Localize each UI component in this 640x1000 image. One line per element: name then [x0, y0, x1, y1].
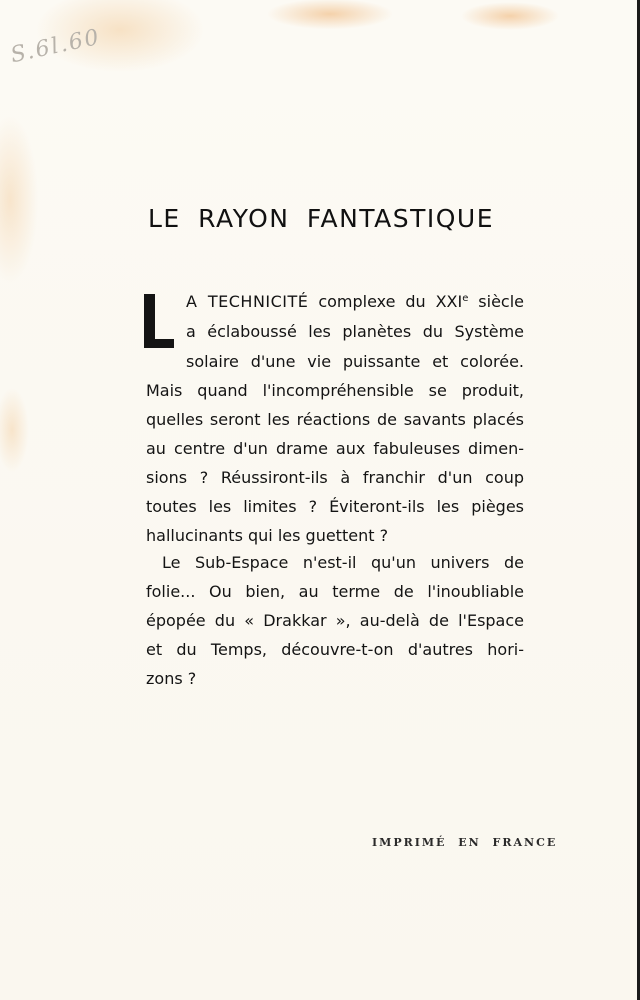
blurb-line-8: toutes les limites ? Éviteront-ils les pièges	[146, 497, 524, 516]
imprint-notice: IMPRIMÉ EN FRANCE	[372, 836, 558, 849]
blurb-line-1-rest: complexe du XXI	[308, 292, 463, 311]
pencil-annotation: S.6l.60	[8, 24, 103, 69]
blurb-line-1-end: siècle	[468, 292, 525, 311]
blurb-line-1	[186, 292, 524, 312]
blurb-line-11: folie... Ou bien, au terme de l'inoubliable	[146, 582, 524, 601]
blurb-line-4: Mais quand l'incompréhensible se produit,	[146, 381, 524, 400]
blurb-line-6: au centre d'un drame aux fabuleuses dimen-	[146, 439, 524, 458]
blurb-line-10: Le Sub-Espace n'est-il qu'un univers de	[162, 553, 524, 572]
blurb-line-5: quelles seront les réactions de savants placés	[146, 410, 524, 429]
series-title: LE RAYON FANTASTIQUE	[148, 204, 495, 233]
blurb-line-1-sup: e	[462, 293, 469, 304]
blurb-line-14: zons ?	[146, 669, 197, 688]
drop-cap-letter	[144, 294, 174, 348]
blurb-line-7: sions ? Réussiront-ils à franchir d'un coup	[146, 468, 524, 487]
blurb-line-13: et du Temps, découvre-t-on d'autres hori-	[146, 640, 524, 659]
blurb-line-1-caps: A TECHNICITÉ	[186, 292, 309, 311]
blurb-line-9: hallucinants qui les guettent ?	[146, 526, 389, 545]
blurb-line-12: épopée du « Drakkar », au-delà de l'Espace	[146, 611, 524, 630]
blurb-line-3: solaire d'une vie puissante et colorée.	[186, 352, 524, 371]
blurb-line-2: a éclaboussé les planètes du Système	[186, 322, 524, 341]
